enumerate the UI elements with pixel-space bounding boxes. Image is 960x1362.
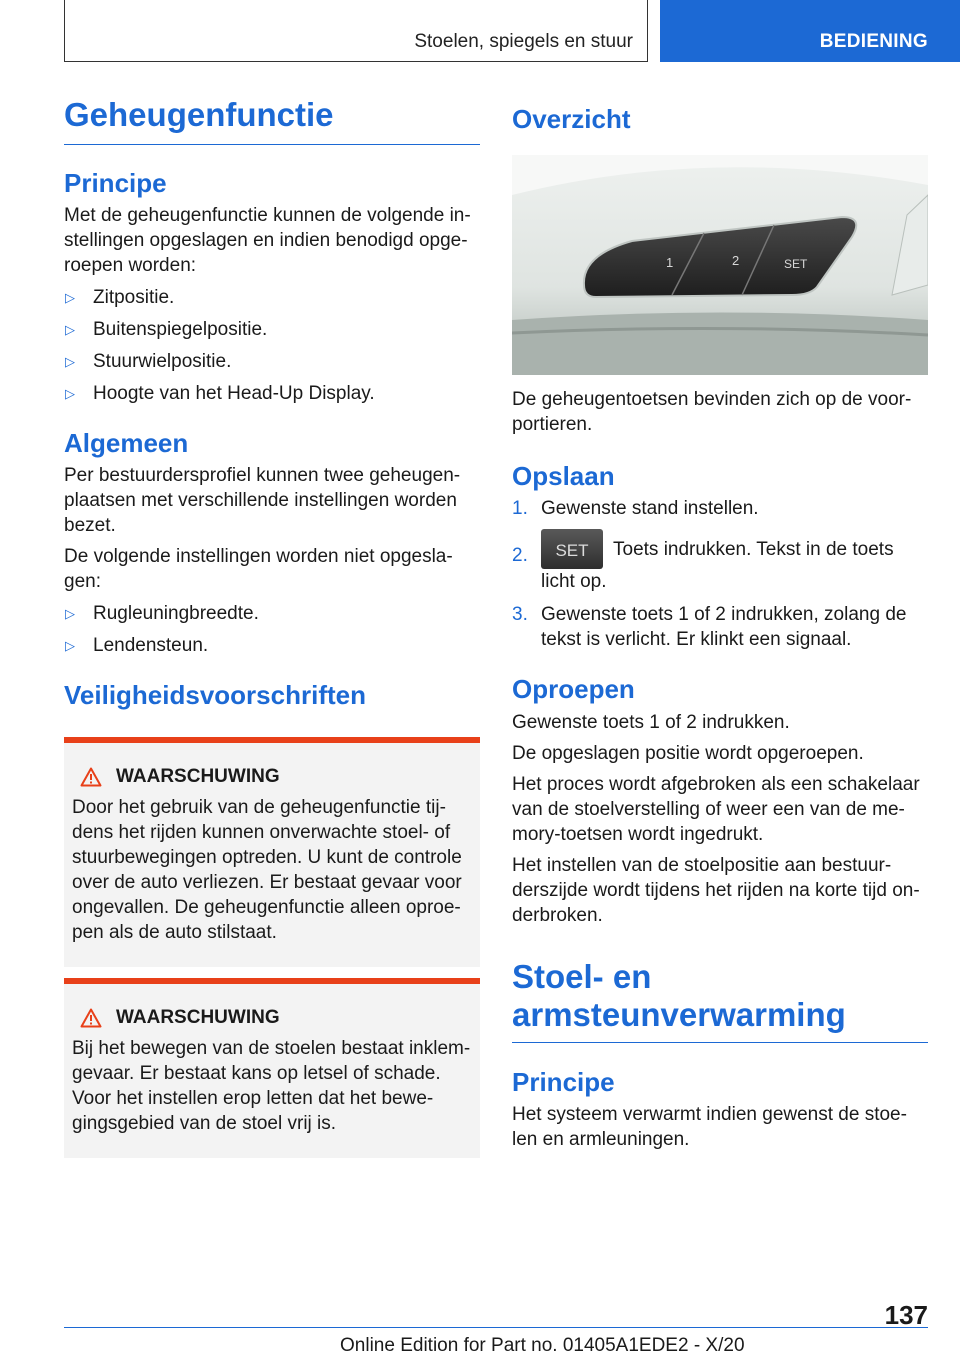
warning-box: [64, 978, 480, 1158]
section-title: Stoel- en armsteunverwarming: [512, 958, 928, 1043]
triangle-bullet-icon: ▷: [65, 322, 75, 338]
warning-triangle-icon: [80, 767, 102, 787]
right-column: [512, 96, 928, 1152]
oproepen-text-4: Het instellen van de stoelpositie aan bestuur-derszijde wordt tijdens het rijden na korte tijd on-derbroken.: [512, 854, 920, 926]
principe-text-2: Het systeem verwarmt indien gewenst de stoe-len en armleuningen.: [512, 1103, 907, 1150]
algemeen-text-1: Per bestuurdersprofiel kunnen twee geheugen-plaatsen met verschillende instellingen worden bezet.: [64, 465, 461, 537]
footer-divider: [64, 1327, 928, 1328]
triangle-bullet-icon: ▷: [65, 638, 75, 654]
oproepen-heading: Oproepen: [512, 674, 635, 705]
overzicht-heading: Overzicht: [512, 104, 631, 134]
warning-header: [80, 765, 472, 789]
memory-buttons-illustration: [512, 155, 928, 375]
principe-list: [64, 285, 480, 406]
warning-label: WAARSCHUWING: [116, 1006, 280, 1028]
edition-footer: Online Edition for Part no. 01405A1EDE2 - X/20: [340, 1335, 745, 1356]
memory-buttons-photo: [512, 155, 928, 375]
triangle-bullet-icon: ▷: [65, 606, 75, 622]
algemeen-list: [64, 601, 480, 658]
warning-header: [80, 1006, 472, 1030]
principe-text: Met de geheugenfunctie kunnen de volgende in-stellingen opgeslagen en indien benodigd opge-roepen worden:: [64, 205, 471, 277]
list-item: ▷ Zitpositie.: [65, 287, 175, 309]
page-title: Geheugenfunctie: [64, 96, 480, 145]
warning-text: Door het gebruik van de geheugenfunctie tij-dens het rijden kunnen onverwachte stoel- of stuurbewegingen optreden. U kunt de controle over de auto verliezen. Er bestaat gevaar voor ongevallen. De geheugenfunctie alleen oproe-pen als de auto stilstaat.: [72, 796, 462, 943]
warning-label: WAARSCHUWING: [116, 765, 280, 787]
triangle-bullet-icon: ▷: [65, 386, 75, 402]
set-button-label: SET: [784, 257, 808, 272]
principe-heading-2: Principe: [512, 1066, 615, 1097]
opslaan-steps: [512, 496, 928, 652]
algemeen-heading: Algemeen: [64, 428, 189, 459]
triangle-bullet-icon: ▷: [65, 290, 75, 306]
warning-box: [64, 737, 480, 967]
step-item: 2. SET Toets indrukken. Tekst in de toets licht op.: [512, 529, 928, 594]
header-section-title: Stoelen, spiegels en stuur: [414, 31, 633, 52]
triangle-bullet-icon: ▷: [65, 354, 75, 370]
step-item: 1. Gewenste stand instellen.: [512, 498, 759, 520]
left-column: [64, 96, 480, 1158]
oproepen-text-1: Gewenste toets 1 of 2 indrukken.: [512, 711, 790, 733]
list-item: ▷ Hoogte van het Head-Up Display.: [65, 383, 375, 405]
set-button-icon: SET: [541, 529, 603, 569]
memory-button-1-label: 1: [666, 255, 674, 271]
memory-button-2-label: 2: [732, 253, 740, 269]
warning-text: Bij het bewegen van de stoelen bestaat inklem-gevaar. Er bestaat kans op letsel of schade. Voor het instellen erop letten dat het bewe-gingsgebied van de stoel vrij is.: [72, 1037, 471, 1134]
header-chapter-tab[interactable]: [660, 0, 960, 62]
header-section-box: [64, 0, 648, 62]
principe-heading: Principe: [64, 167, 167, 198]
veiligheid-heading: Veiligheidsvoorschriften: [64, 680, 366, 711]
oproepen-text-2: De opgeslagen positie wordt opgeroepen.: [512, 742, 864, 764]
opslaan-heading: Opslaan: [512, 461, 615, 492]
list-item: ▷ Lendensteun.: [65, 635, 209, 657]
list-item: ▷ Rugleuningbreedte.: [65, 603, 259, 625]
algemeen-text-2: De volgende instellingen worden niet opgesla-gen:: [64, 546, 453, 593]
step-item: 3. Gewenste toets 1 of 2 indrukken, zolang de tekst is verlicht. Er klinkt een signaal.: [512, 604, 907, 651]
overzicht-caption: De geheugentoetsen bevinden zich op de voor-portieren.: [512, 389, 912, 436]
list-item: ▷ Stuurwielpositie.: [65, 351, 232, 373]
header-chapter-label: BEDIENING: [819, 31, 928, 52]
oproepen-text-3: Het proces wordt afgebroken als een schakelaar van de stoelverstelling of weer een van de me-mory-toetsen wordt ingedrukt.: [512, 773, 920, 845]
warning-triangle-icon: [80, 1008, 102, 1028]
page-number: 137: [884, 1300, 928, 1330]
list-item: ▷ Buitenspiegelpositie.: [65, 319, 268, 341]
